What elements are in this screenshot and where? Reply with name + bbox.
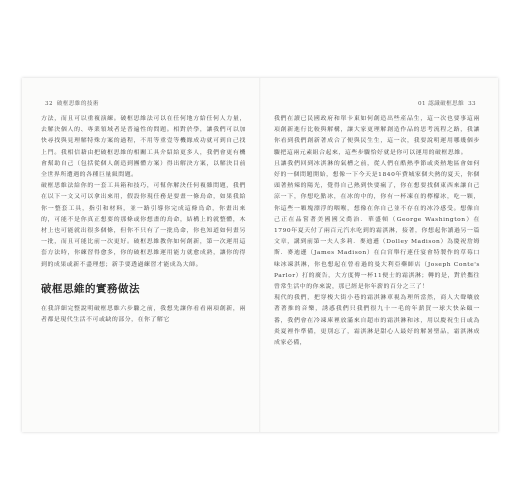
right-running-head	[274, 100, 480, 114]
left-page-number: 32	[45, 101, 53, 107]
left-running-title: 破框思維的技術	[56, 101, 99, 107]
left-paragraph-1: 方法，而且可以重複演練。破框思維法可以在任何地方給任何人力量，去解決個人的、專業領域者是普遍性的問題。相對於學，讓我們可以加快尋找與見理解特殊方案的過程，不用等重壹等機緣成功就可到自己找上門。我相信藉由把破框思維的相關工具介紹給更多人，我們會更有機會幫助自己（包括從個人創造到團體方案）得出解決方案，以解決目前全世界所遭遇的各種巨量級問題。	[41, 116, 246, 179]
left-page	[22, 78, 260, 432]
left-paragraph-3: 在我詳細完整說明破框思維六步驟之前，我想先讓你看看兩項創新，兩者都是現代生活不可或缺的部分，在你了解它	[41, 305, 246, 324]
right-paragraph-2: 且讓我們回到冰淇淋的氣槽之前，從人們在酷熱季節或炎熱地區會如何好的一個問題開始，想像一下今天是1840年費城家個夫熱的夏天，你個頭著熱辣的陽光，覺得自己熱到快要瘋了，你在想要找個東西來讓自己涼一下，你想吃點冰，在冰的中的，你有一杯凍在的檸檬冰，吃一顆，你這些一顆塊漂浮的咽喉，想像在你自己並不存在的冰冷感受。想像自己正在品嘗著美國國父喬治．華盛頓（George Washington）在1790年夏天付了兩百元汽水吃到的霜淇淋，接著，你想起你讀過另一篇文章，講到前第一夫人多莉．麥迪遜（Dolley Madison）為慶祝詹姆斯．麥迪遜（James Madison）在白宮舉行連任宴會特製作的草莓口味冰凍淇淋，你也想起在曾看過的曼大利亞藥師店（Joseph Conte's Parlor）打的廣告，大方度傳一杯11便士的霜淇淋；轉的是，對於攜往曾常生活中的你來說，那已經是你年薪的百分之三了！	[274, 160, 480, 291]
left-running-head	[41, 100, 246, 114]
left-paragraph-2: 破框思維法給你的一套工具箱和技巧，可幫你解決任何複雜問題，我們在以下一文又可以拿出來用，假設你現任務是要畫一條鳥命，如果我給你一整套工具，指引和材料，並一路引導你完成這條鳥命，你畫出來的，可能不是你真正想要的那條或你想畫的鳥命，結構上的就整體，木材上也可能就出很多個條，但你不只有了一批鳥命，你也知道如何畫另一批，而且可能比前一次更好。破框思維教你如何創新，第一次運用這套方法時，你練習得愈多，你的破框思維運用能力就愈成熟，讓你的得到的成果或新不盡理想；新手要透過練習才能成為大師。	[41, 183, 246, 268]
book-spread	[22, 78, 498, 432]
section-heading: 破框思維的實務做法	[41, 282, 140, 295]
right-paragraph-1: 我們在讀已民國政府和單卡東如何創造出些產品生，這一次也要事這兩項創新進行比較與解構，讓大家更理解創造作品的思考流程之路，我讓你看到我們創新著成合了便與民生生，這一次，我要說明運用哪幾個步驟把這兩元素組合起來，這些步驟恰好就是你可以運用的破框思維。	[274, 116, 480, 156]
chapter-label: 01	[418, 101, 426, 107]
right-page	[260, 78, 498, 432]
right-page-number: 33	[468, 101, 476, 107]
right-paragraph-3: 現代的我們，把穿梭大街小巷的霜淇淋車視為理所當然，商人大聲嚷放著著推的音樂，誘惑我們只我們很九十一毛的年薪買一球大快朵頤一番，我們會在冷凍庫裡放滿來自超市的霜淇淋和冰，用以慶祝生日或為炎夏裡作準備，更別忘了，霜淇淋是甜心人最好的解暑聖品，霜淇淋成成家必備，	[274, 295, 480, 347]
right-running-title: 認識破框思維	[428, 101, 465, 107]
